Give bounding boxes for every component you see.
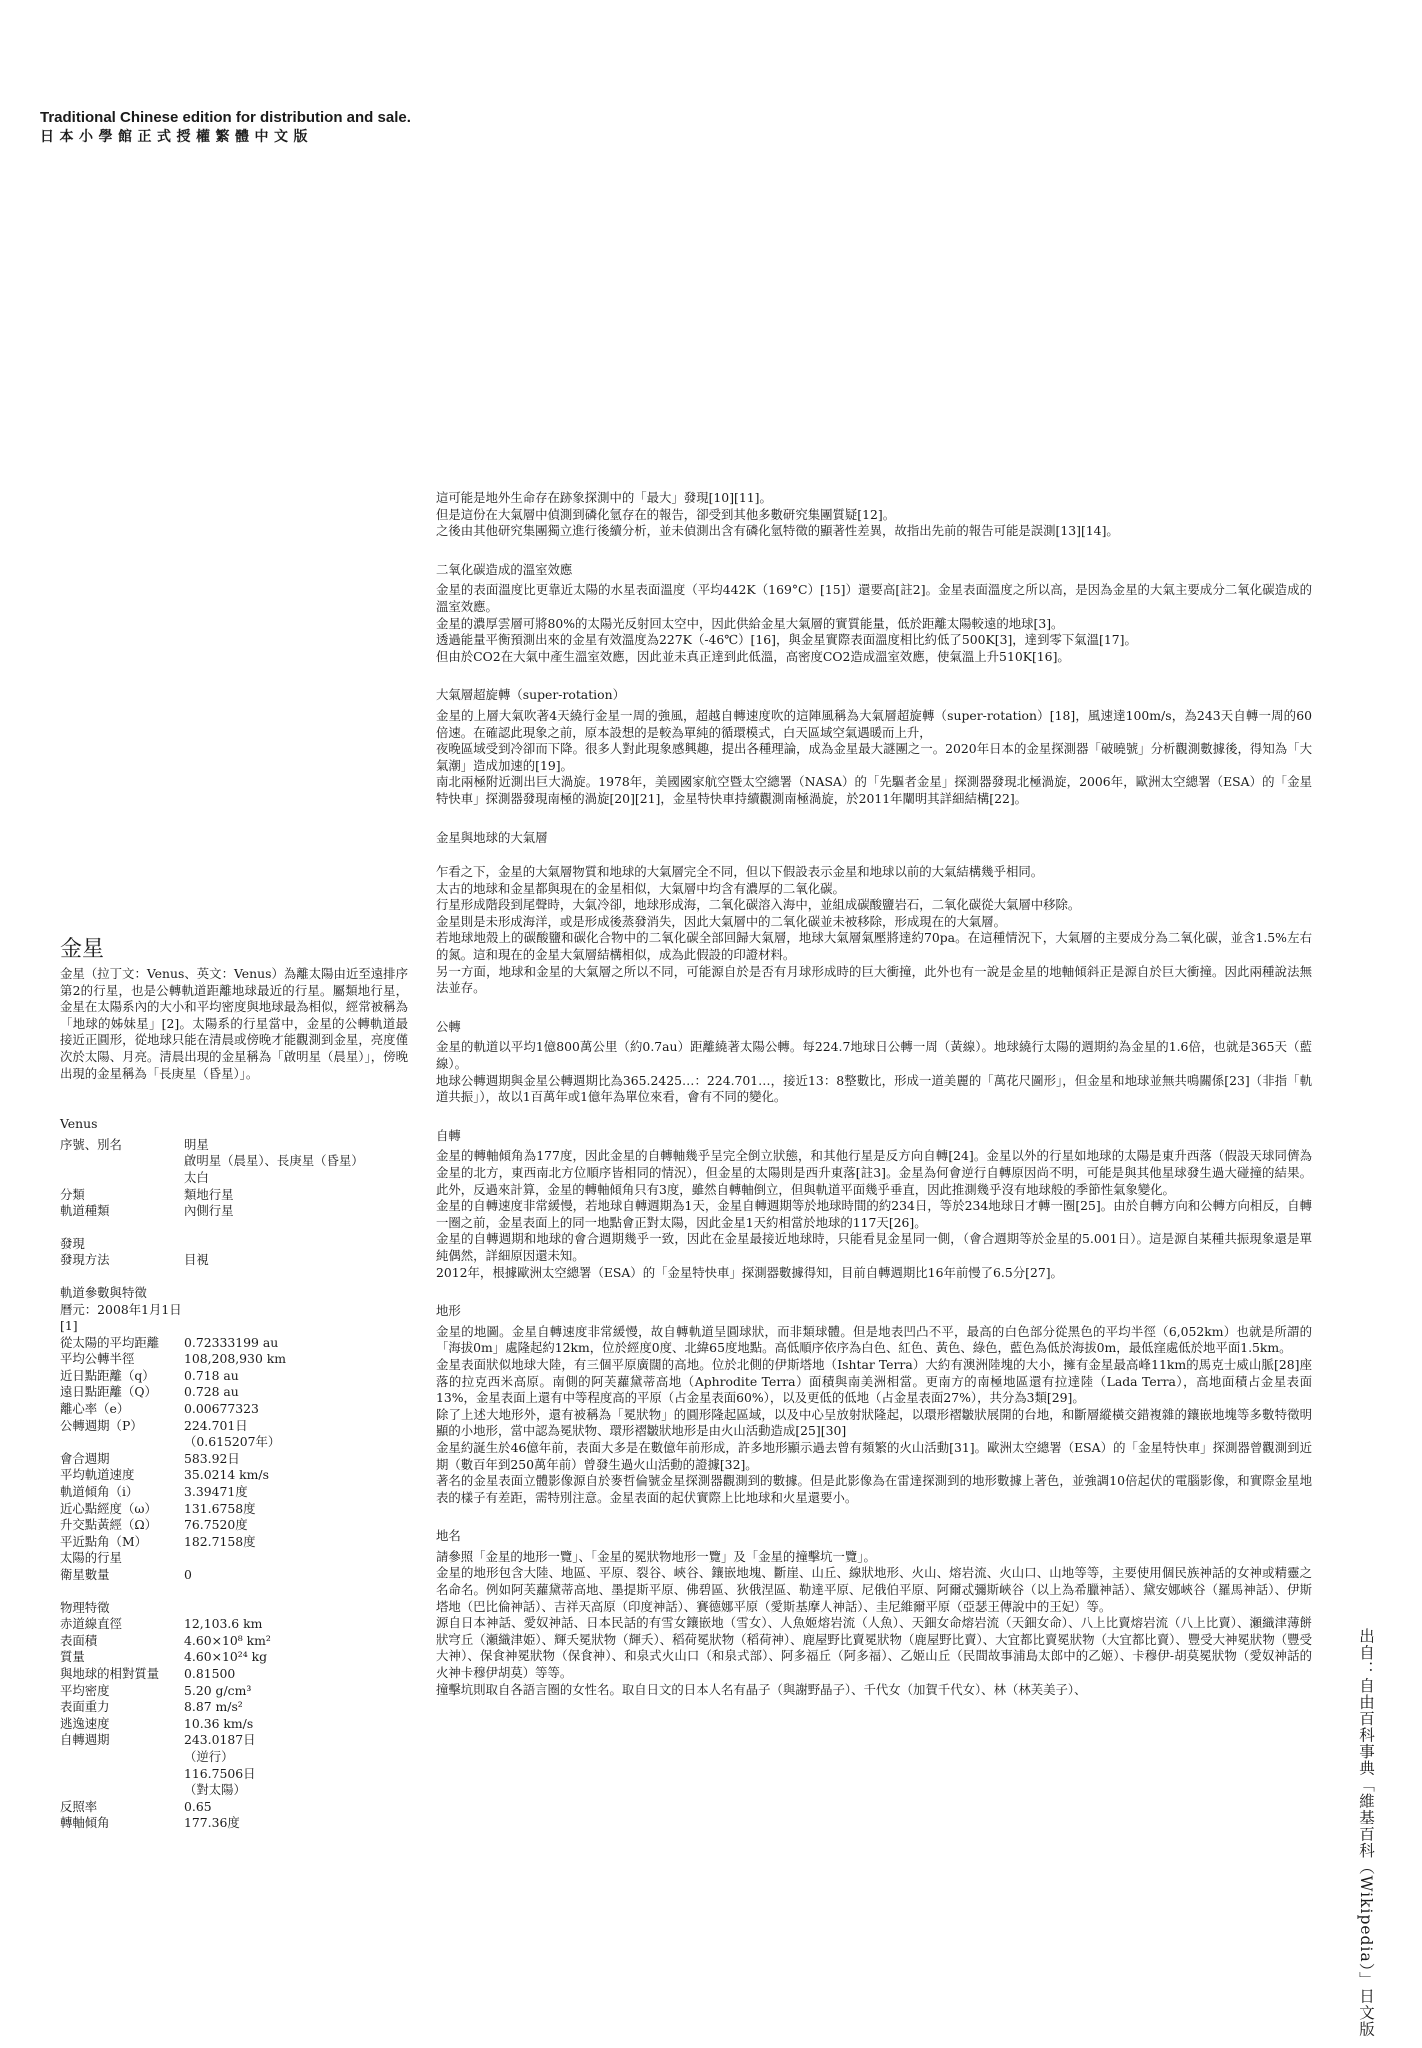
infobox-value xyxy=(184,1384,408,1401)
infobox-row xyxy=(60,1484,408,1501)
infobox-value xyxy=(184,1649,408,1666)
infobox-group xyxy=(60,1137,408,1220)
infobox-key: 轉軸傾角 xyxy=(60,1815,110,1831)
infobox-key: 軌道種類 xyxy=(60,1203,110,1219)
infobox-row xyxy=(60,1418,408,1451)
infobox-row xyxy=(60,1666,408,1683)
section-paragraph: 著名的金星表面立體影像源自於麥哲倫號金星探測器觀測到的數據。但是此影像為在雷達探測到的地形數據上著色，並強調10倍起伏的電腦影像，和實際金星地表的樣子有差距，需特別注意。金星表面的起伏實際上比地球和火星還要小。 xyxy=(436,1473,1312,1505)
infobox-value-line: 224.701日 xyxy=(184,1417,248,1433)
infobox-value-line: 4.60×10²⁴ kg xyxy=(184,1649,268,1665)
infobox-key: 平均公轉半徑 xyxy=(60,1351,135,1367)
section-paragraph: 乍看之下，金星的大氣層物質和地球的大氣層完全不同，但以下假設表示金星和地球以前的大氣結構幾乎相同。 xyxy=(436,864,1044,880)
infobox-value-line: （對太陽） xyxy=(184,1782,246,1798)
infobox-value xyxy=(184,1484,408,1501)
infobox-key: 升交點黃經（Ω） xyxy=(60,1517,158,1533)
infobox-row xyxy=(60,1137,408,1187)
section-paragraph: 另一方面，地球和金星的大氣層之所以不同，可能源自於是否有月球形成時的巨大衝撞，此外也有一說是金星的地軸傾斜正是源自於巨大衝撞。因此兩種說法無法並存。 xyxy=(436,963,1312,996)
infobox-value xyxy=(184,1501,408,1518)
section-heading: 二氧化碳造成的溫室效應 xyxy=(436,561,573,577)
infobox-row xyxy=(60,1335,408,1352)
infobox-value-line: 35.0214 km/s xyxy=(184,1467,269,1483)
infobox-key: 反照率 xyxy=(60,1798,98,1814)
infobox-value-line: 12,103.6 km xyxy=(184,1616,263,1632)
article-section xyxy=(436,490,1312,540)
infobox-value-line: 8.87 m/s² xyxy=(184,1699,243,1715)
infobox-row xyxy=(60,1534,408,1551)
infobox-row xyxy=(60,1799,408,1816)
infobox-value xyxy=(184,1451,408,1468)
infobox-value xyxy=(184,1666,408,1683)
infobox-value-line: 116.7506日 xyxy=(184,1765,256,1781)
section-paragraph: 但是這份在大氣層中偵測到磷化氫存在的報告，卻受到其他多數研究集團質疑[12]。 xyxy=(436,506,896,522)
edition-notice-english: Traditional Chinese edition for distribution and sale. xyxy=(40,109,411,126)
article-title: 金星 xyxy=(60,937,105,962)
section-paragraph: 夜晚區域受到冷卻而下降。很多人對此現象感興趣，提出各種理論，成為金星最大謎團之一。2020年日本的金星探測器「破曉號」分析觀測數據後，得知為「大氣潮」造成加速的[19]。 xyxy=(436,741,1312,773)
infobox-group-heading: 軌道參數與特徵 xyxy=(60,1284,147,1300)
infobox-value xyxy=(184,1137,408,1187)
infobox-key: 逃逸速度 xyxy=(60,1715,110,1731)
infobox-value-line: 4.60×10⁸ km² xyxy=(184,1632,271,1648)
section-paragraph: 撞擊坑則取自各語言圈的女性名。取自日文的日本人名有晶子（與謝野晶子）、千代女（加賀千代女）、林（林芙美子）、 xyxy=(436,1681,1087,1697)
section-paragraph: 金星的軌道以平均1億800萬公里（約0.7au）距離繞著太陽公轉。每224.7地球日公轉一周（黃線）。地球繞行太陽的週期約為金星的1.6倍，也就是365天（藍線）。 xyxy=(436,1039,1312,1072)
infobox-key: 從太陽的平均距離 xyxy=(60,1334,160,1350)
infobox-key: 赤道線直徑 xyxy=(60,1616,122,1632)
infobox-row xyxy=(60,1451,408,1468)
infobox-value xyxy=(184,1616,408,1633)
section-heading: 自轉 xyxy=(436,1127,461,1143)
infobox-value xyxy=(184,1368,408,1385)
infobox-row xyxy=(60,1517,408,1534)
infobox-value-line: 太白 xyxy=(184,1169,209,1185)
infobox-value-line: 76.7520度 xyxy=(184,1517,248,1533)
infobox-key: 會合週期 xyxy=(60,1450,110,1466)
infobox-value xyxy=(184,1203,408,1220)
infobox-value xyxy=(184,1534,408,1551)
section-paragraph: 金星的地圖。金星自轉速度非常緩慢，故自轉軌道呈圓球狀，而非類球體。但是地表凹凸不平，最高的白色部分從黑色的平均半徑（6,052km）也就是所謂的「海拔0m」處隆起約12km，位於經度0度、北緯65度地點。高低順序依序為白色、紅色、黃色、綠色，藍色為低於海拔0m，最低窪處低於地平面1.5km。 xyxy=(436,1323,1312,1356)
section-paragraph: 這可能是地外生命存在跡象探測中的「最大」發現[10][11]。 xyxy=(436,490,772,505)
section-heading: 地形 xyxy=(436,1303,461,1319)
section-paragraph: 金星的濃厚雲層可將80%的太陽光反射回太空中，因此供給金星大氣層的實質能量，低於距離太陽較遠的地球[3]。 xyxy=(436,615,1064,631)
infobox-value-line: 內側行星 xyxy=(184,1203,234,1219)
infobox-group xyxy=(60,1285,408,1584)
edition-header xyxy=(40,108,411,147)
infobox-value-line: 明星 xyxy=(184,1136,209,1152)
infobox-value xyxy=(184,1517,408,1534)
infobox-key: 近日點距離（q） xyxy=(60,1367,155,1383)
infobox-value xyxy=(184,1418,408,1451)
infobox-row xyxy=(60,1351,408,1368)
infobox-value xyxy=(184,1467,408,1484)
infobox-key: 離心率（e） xyxy=(60,1401,130,1417)
infobox-key: 太陽的行星 xyxy=(60,1550,122,1566)
infobox-value xyxy=(184,1335,408,1352)
infobox-value xyxy=(184,1683,408,1700)
section-paragraph: 太古的地球和金星都與現在的金星相似，大氣層中均含有濃厚的二氧化碳。 xyxy=(436,880,845,896)
infobox-value-line: 10.36 km/s xyxy=(184,1715,254,1731)
section-paragraph: 之後由其他研究集團獨立進行後續分析，並未偵測出含有磷化氫特徵的顯著性差異，故指出先前的報告可能是誤測[13][14]。 xyxy=(436,523,1119,539)
infobox-row xyxy=(60,1401,408,1418)
infobox-key: 遠日點距離（Q） xyxy=(60,1384,157,1400)
infobox-row xyxy=(60,1368,408,1385)
infobox-key: 與地球的相對質量 xyxy=(60,1665,160,1681)
infobox-group-heading: 物理特徵 xyxy=(60,1599,110,1615)
infobox-value xyxy=(184,1401,408,1418)
section-heading: 金星與地球的大氣層 xyxy=(436,829,548,845)
infobox-value-line: 583.92日 xyxy=(184,1450,240,1466)
infobox-key: 序號、別名 xyxy=(60,1136,122,1152)
infobox-key: 平均密度 xyxy=(60,1682,110,1698)
infobox-value-line: （逆行） xyxy=(184,1748,234,1764)
section-paragraph: 金星的轉軸傾角為177度，因此金星的自轉軸幾乎呈完全倒立狀態，和其他行星是反方向自轉[24]。金星以外的行星如地球的太陽是東升西落（假設天球同儕為金星的北方，東西南北方位順序皆相同的情況），但金星的太陽則是西升東落[註3]。金星為何會逆行自轉原因尚不明，可能是與其他星球發生過大碰撞的結果。此外，反過來計算，金星的轉軸傾角只有3度，雖然自轉軸倒立，但與軌道平面幾乎垂直，因此推測幾乎沒有地球般的季節性氣象變化。 xyxy=(436,1148,1312,1197)
infobox-row xyxy=(60,1187,408,1204)
infobox-key: 衛星數量 xyxy=(60,1567,110,1582)
infobox-row xyxy=(60,1567,408,1584)
infobox-name: Venus xyxy=(60,1116,98,1132)
section-paragraph: 金星的上層大氣吹著4天繞行金星一周的強風，超越自轉速度吹的這陣風稱為大氣層超旋轉（super-rotation）[18]，風速達100m/s，為243天自轉一周的60倍速。在確認此現象之前，原本設想的是較為單純的循環模式，白天區域空氣遇暖而上升， xyxy=(436,707,1312,740)
infobox-value xyxy=(184,1815,408,1832)
section-paragraph: 金星的自轉速度非常緩慢，若地球自轉週期為1天，金星自轉週期等於地球時間的約234日，等於234地球日才轉一圈[25]。由於自轉方向和公轉方向相反，自轉一圈之前，金星表面上的同一地點會正對太陽，因此金星1天約相當於地球的117天[26]。 xyxy=(436,1198,1312,1230)
section-paragraph: 金星表面狀似地球大陸，有三個平原廣闊的高地。位於北側的伊斯塔地（Ishtar Terra）大約有澳洲陸塊的大小，擁有金星最高峰11km的馬克士威山脈[28]座落的拉克西米高原。南側的阿芙蘿黛蒂高地（Aphrodite Terra）面積與南美洲相當。更南方的南極地區還有拉達陸（Lada Terra），高地面積占金星表面13%，金星表面上還有中等程度高的平原（占金星表面60%），以及更低的低地（占金星表面27%），共分為3類[29]。 xyxy=(436,1356,1312,1406)
infobox-row xyxy=(60,1302,408,1335)
section-paragraph: 南北兩極附近測出巨大渦旋。1978年，美國國家航空暨太空總署（NASA）的「先驅者金星」探測器發現北極渦旋，2006年，歐洲太空總署（ESA）的「金星特快車」探測器發現南極的渦旋[20][21]，金星特快車持續觀測南極渦旋，於2011年闡明其詳細結構[22]。 xyxy=(436,774,1312,806)
article-section xyxy=(436,1528,1312,1698)
infobox-row xyxy=(60,1633,408,1650)
source-note: 出自：自由百科事典「維基百科（Wikipedia）」日文版 xyxy=(1357,1628,1375,2038)
infobox-row xyxy=(60,1716,408,1733)
article-section xyxy=(436,562,1312,666)
infobox-row xyxy=(60,1699,408,1716)
infobox-row xyxy=(60,1203,408,1220)
section-paragraph: 除了上述大地形外，還有被稱為「冕狀物」的圓形隆起區域，以及中心呈放射狀隆起，以環形褶皺狀展開的台地，和斷層縱橫交錯複雜的鑲嵌地塊等多數特徵明顯的小地形，當中認為冕狀物、環形褶皺狀地形是由火山活動造成[25][30] xyxy=(436,1406,1312,1439)
infobox-key: 軌道傾角（i） xyxy=(60,1484,139,1500)
section-paragraph: 地球公轉週期與金星公轉週期比為365.2425…：224.701…，接近13：8整數比，形成一道美麗的「萬花尺圖形」，但金星和地球並無共鳴關係[23]（非指「軌道共振」），故以1百萬年或1億年為單位來看，會有不同的變化。 xyxy=(436,1072,1312,1105)
article-section xyxy=(436,687,1312,807)
infobox-row xyxy=(60,1501,408,1518)
infobox-value-line: 108,208,930 km xyxy=(184,1351,287,1367)
infobox-row xyxy=(60,1467,408,1484)
article-section xyxy=(436,1128,1312,1281)
infobox-key: 平近點角（M） xyxy=(60,1533,148,1549)
infobox-value xyxy=(184,1732,408,1798)
section-paragraph: 金星的地形包含大陸、地區、平原、裂谷、峽谷、鑲嵌地塊、斷崖、山丘、線狀地形、火山、熔岩流、火山口、山地等等，主要使用個民族神話的女神或精靈之名命名。例如阿芙蘿黛蒂高地、墨提斯平原、佛碧區、狄俄涅區、勒達平原、尼俄伯平原、阿爾忒彌斯峽谷（以上為希臘神話）、黛安娜峽谷（羅馬神話）、伊斯塔地（巴比倫神話）、吉祥天高原（印度神話）、賽德娜平原（愛斯基摩人神話）、圭尼維爾平原（亞瑟王傳說中的王妃）等。 xyxy=(436,1565,1312,1614)
infobox-value-line: 131.6758度 xyxy=(184,1500,256,1516)
section-paragraph: 金星的表面溫度比更靠近太陽的水星表面溫度（平均442K（169°C）[15]）還要高[註2]。金星表面溫度之所以高，是因為金星的大氣主要成分二氧化碳造成的溫室效應。 xyxy=(436,582,1312,614)
infobox-row xyxy=(60,1550,408,1567)
infobox-row xyxy=(60,1683,408,1700)
infobox-value-line: 0.81500 xyxy=(184,1665,236,1681)
section-paragraph: 金星的自轉週期和地球的會合週期幾乎一致，因此在金星最接近地球時，只能看見金星同一側，（會合週期等於金星的5.001日）。這是源自某種共振現象還是單純偶然，詳細原因還未知。 xyxy=(436,1231,1312,1263)
section-heading: 大氣層超旋轉（super-rotation） xyxy=(436,687,625,703)
infobox xyxy=(60,1116,408,1832)
infobox-key: 分類 xyxy=(60,1186,85,1202)
infobox-value xyxy=(184,1633,408,1650)
infobox-value-line: 0.718 au xyxy=(184,1367,239,1383)
infobox-row xyxy=(60,1649,408,1666)
infobox-value-line: 0.00677323 xyxy=(184,1401,259,1417)
article-section xyxy=(436,830,1312,997)
infobox-group-heading: 發現 xyxy=(60,1235,85,1251)
infobox-row xyxy=(60,1252,408,1269)
infobox-row xyxy=(60,1732,408,1798)
infobox-value-line: 3.39471度 xyxy=(184,1484,248,1500)
infobox-key: 質量 xyxy=(60,1649,85,1665)
infobox-value xyxy=(184,1351,408,1368)
infobox-key: 表面積 xyxy=(60,1632,98,1648)
article-intro: 金星（拉丁文：Venus、英文：Venus）為離太陽由近至遠排序第2的行星，也是公轉軌道距離地球最近的行星。屬類地行星，金星在太陽系內的大小和平均密度與地球最為相似，經常被稱為「地球的姊妹星」[2]。太陽系的行星當中，金星的公轉軌道最接近正圓形，從地球只能在清晨或傍晚才能觀測到金星，亮度僅次於太陽、月亮。清晨出現的金星稱為「啟明星（晨星）」，傍晚出現的金星稱為「長庚星（昏星）」。 xyxy=(60,966,408,1081)
section-heading: 地名 xyxy=(436,1528,461,1544)
infobox-key: 平均軌道速度 xyxy=(60,1467,135,1483)
section-paragraph: 金星則是未形成海洋，或是形成後蒸發消失，因此大氣層中的二氧化碳並未被移除，形成現在的大氣層。 xyxy=(436,913,1006,929)
infobox-value xyxy=(184,1567,408,1584)
infobox-group xyxy=(60,1600,408,1832)
left-column xyxy=(60,936,408,1848)
infobox-value-line: 182.7158度 xyxy=(184,1533,256,1549)
infobox-value-line: 0.65 xyxy=(184,1798,212,1814)
edition-notice-chinese: 日本小學館正式授權繁體中文版 xyxy=(40,129,313,145)
infobox-key: 發現方法 xyxy=(60,1252,110,1268)
infobox-value xyxy=(184,1252,408,1269)
infobox-key: 近心點經度（ω） xyxy=(60,1500,157,1516)
infobox-value-line: 啟明星（晨星）、長庚星（昏星） xyxy=(184,1153,364,1169)
section-paragraph: 但由於CO2在大氣中產生溫室效應，因此並未真正達到此低溫，高密度CO2造成溫室效應，使氣溫上升510K[16]。 xyxy=(436,648,1070,664)
section-paragraph: 請參照「金星的地形一覽」、「金星的冕狀物地形一覽」及「金星的撞擊坑一覽」。 xyxy=(436,1548,876,1564)
infobox-row xyxy=(60,1384,408,1401)
infobox-value xyxy=(184,1716,408,1733)
infobox-value-line: 0.72333199 au xyxy=(184,1334,279,1350)
section-paragraph: 2012年，根據歐洲太空總署（ESA）的「金星特快車」探測器數據得知，目前自轉週期比16年前慢了6.5分[27]。 xyxy=(436,1264,1063,1280)
infobox-key: 曆元：2008年1月1日 [1] xyxy=(60,1301,182,1334)
infobox-key: 自轉週期 xyxy=(60,1732,110,1748)
article-section xyxy=(436,1019,1312,1106)
section-paragraph: 源自日本神話、愛奴神話、日本民話的有雪女鑲嵌地（雪女）、人魚姬熔岩流（人魚）、天鈿女命熔岩流（天鈿女命）、八上比賣熔岩流（八上比賣）、瀬織津薄餅狀穹丘（瀬織津姫）、輝夭冕狀物（輝夭）、稻荷冕狀物（稻荷神）、鹿屋野比賣冕狀物（鹿屋野比賣）、大宜都比賣冕狀物（大宜都比賣）、豐受大神冕狀物（豐受大神）、保食神冕狀物（保食神）、和泉式火山口（和泉式部）、阿多福丘（阿多福）、乙姬山丘（民間故事浦島太郎中的乙姬）、卡穆伊-胡莫冕狀物（愛奴神話的火神卡穆伊胡莫）等等。 xyxy=(436,1615,1312,1681)
section-heading: 公轉 xyxy=(436,1018,461,1034)
infobox-row xyxy=(60,1616,408,1633)
infobox-key: 公轉週期（P） xyxy=(60,1417,143,1433)
section-paragraph: 透過能量平衡預測出來的金星有效溫度為227K（-46℃）[16]，與金星實際表面溫度相比約低了500K[3]，達到零下氣溫[17]。 xyxy=(436,632,1137,648)
infobox-value xyxy=(184,1187,408,1204)
main-article-column xyxy=(436,490,1312,1720)
infobox-value xyxy=(184,1550,408,1567)
section-paragraph: 若地球地殼上的碳酸鹽和碳化合物中的二氧化碳全部回歸大氣層，地球大氣層氣壓將達約70pa。在這種情況下，大氣層的主要成分為二氧化碳，並含1.5%左右的氮。這和現在的金星大氣層結構相似，成為此假設的印證材料。 xyxy=(436,930,1312,963)
infobox-value-line: 5.20 g/cm³ xyxy=(184,1682,252,1698)
section-paragraph: 行星形成階段到尾聲時，大氣冷卻，地球形成海，二氧化碳溶入海中，並組成碳酸鹽岩石，二氧化碳從大氣層中移除。 xyxy=(436,897,1081,913)
infobox-value xyxy=(184,1302,408,1335)
infobox-value-line: 0.728 au xyxy=(184,1384,239,1400)
infobox-value xyxy=(184,1699,408,1716)
infobox-value-line: （0.615207年） xyxy=(184,1434,281,1450)
article-section xyxy=(436,1303,1312,1506)
infobox-value-line: 177.36度 xyxy=(184,1815,240,1831)
infobox-row xyxy=(60,1815,408,1832)
infobox-value-line: 0 xyxy=(184,1567,192,1582)
infobox-value-line: 243.0187日 xyxy=(184,1732,256,1748)
infobox-value xyxy=(184,1799,408,1816)
infobox-group xyxy=(60,1236,408,1269)
infobox-value-line: 目視 xyxy=(184,1252,209,1268)
infobox-key: 表面重力 xyxy=(60,1699,110,1715)
infobox-value-line: 類地行星 xyxy=(184,1186,234,1202)
section-paragraph: 金星約誕生於46億年前，表面大多是在數億年前形成，許多地形顯示過去曾有頻繁的火山活動[31]。歐洲太空總署（ESA）的「金星特快車」探測器曾觀測到近期（數百年到250萬年前）曾發生過火山活動的證據[32]。 xyxy=(436,1439,1312,1472)
